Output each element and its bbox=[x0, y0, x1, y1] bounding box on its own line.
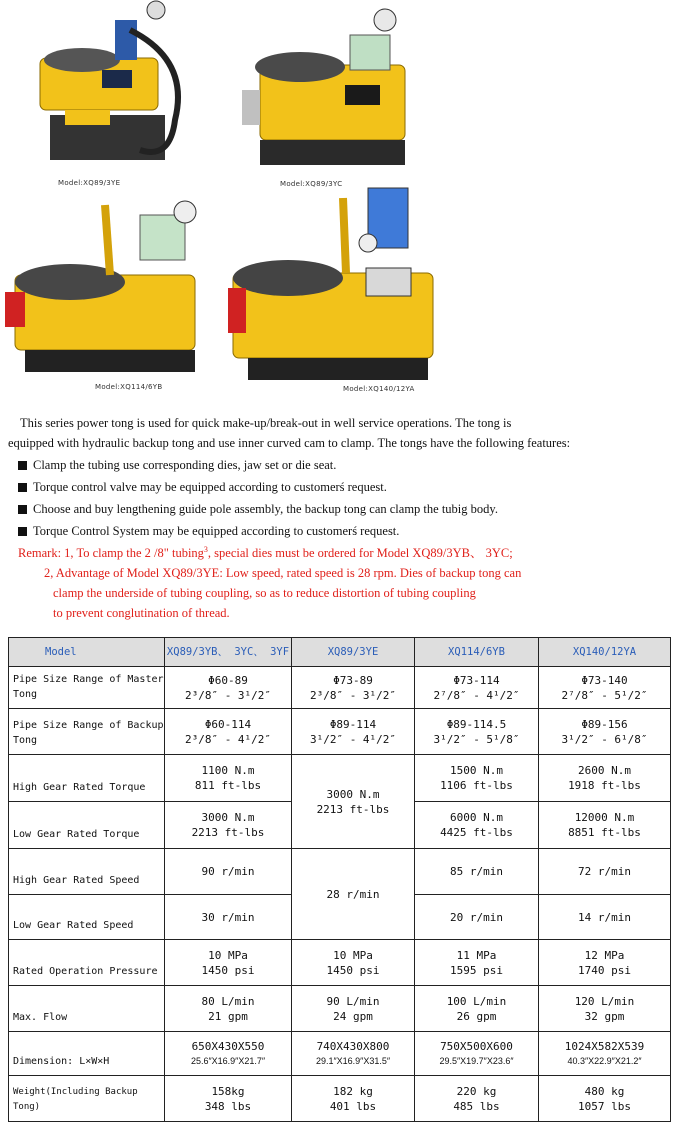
table-row bbox=[9, 755, 671, 802]
feature-item: Torque Control System may be equipped according to customerś request. bbox=[18, 520, 498, 542]
table-header-row bbox=[9, 638, 671, 667]
table-cell: Φ73-89 2³/8″ - 3¹/2″ bbox=[292, 667, 415, 709]
table-row bbox=[9, 1032, 671, 1076]
intro-line-2: equipped with hydraulic backup tong and use inner curved cam to clamp. The tongs have the following features: bbox=[8, 436, 571, 450]
table-cell: 650X430X550 25.6″X16.9″X21.7″ bbox=[165, 1032, 292, 1076]
table-cell: 10 MPa 1450 psi bbox=[292, 940, 415, 986]
table-cell: 90 r/min bbox=[165, 849, 292, 895]
table-cell: 12 MPa 1740 psi bbox=[539, 940, 671, 986]
table-row bbox=[9, 709, 671, 755]
tong-photo-xq114-6yb bbox=[5, 200, 205, 380]
feature-list bbox=[18, 454, 498, 542]
row-label: Low Gear Rated Torque bbox=[9, 802, 165, 849]
table-cell: 30 r/min bbox=[165, 895, 292, 940]
row-label: Pipe Size Range of Backup Tong bbox=[9, 709, 165, 755]
table-cell-merged: 3000 N.m 2213 ft-lbs bbox=[292, 755, 415, 849]
feature-item: Clamp the tubing use corresponding dies, jaw set or die seat. bbox=[18, 454, 498, 476]
caption-xq140-12ya: Model:XQ140/12YA bbox=[343, 385, 415, 393]
row-label: Dimension: L×W×H bbox=[9, 1032, 165, 1076]
row-label: Weight(Including Backup Tong) bbox=[9, 1076, 165, 1122]
caption-xq89-3ye: Model:XQ89/3YE bbox=[58, 179, 121, 187]
table-cell: 480 kg 1057 lbs bbox=[539, 1076, 671, 1122]
table-cell: Φ89-114.5 3¹/2″ - 5¹/8″ bbox=[415, 709, 539, 755]
caption-xq114-6yb: Model:XQ114/6YB bbox=[95, 383, 163, 391]
table-cell: 158kg 348 lbs bbox=[165, 1076, 292, 1122]
square-bullet-icon bbox=[18, 461, 27, 470]
tong-photo-xq140-12ya bbox=[228, 183, 448, 383]
remark-line-2: 2, Advantage of Model XQ89/3YE: Low speed, rated speed is 28 rpm. Dies of backup tong can bbox=[44, 566, 522, 580]
table-cell: 182 kg 401 lbs bbox=[292, 1076, 415, 1122]
table-cell: Φ89-156 3¹/2″ - 6¹/8″ bbox=[539, 709, 671, 755]
table-cell: 1500 N.m 1106 ft-lbs bbox=[415, 755, 539, 802]
table-cell: Φ73-114 2⁷/8″ - 4¹/2″ bbox=[415, 667, 539, 709]
row-label: Max. Flow bbox=[9, 986, 165, 1032]
row-label: High Gear Rated Speed bbox=[9, 849, 165, 895]
table-cell: 1024X582X539 40.3″X22.9″X21.2″ bbox=[539, 1032, 671, 1076]
table-row bbox=[9, 849, 671, 895]
table-cell-merged: 28 r/min bbox=[292, 849, 415, 940]
row-label: Pipe Size Range of Master Tong bbox=[9, 667, 165, 709]
table-cell: 100 L/min 26 gpm bbox=[415, 986, 539, 1032]
remark-line-4: to prevent conglutination of thread. bbox=[53, 606, 230, 620]
square-bullet-icon bbox=[18, 505, 27, 514]
tong-photo-xq89-3yc bbox=[240, 5, 420, 175]
header-xq114-6yb: XQ114/6YB bbox=[415, 638, 539, 667]
table-row bbox=[9, 986, 671, 1032]
table-cell: 6000 N.m 4425 ft-lbs bbox=[415, 802, 539, 849]
table-cell: 10 MPa 1450 psi bbox=[165, 940, 292, 986]
table-cell: 750X500X600 29.5″X19.7″X23.6″ bbox=[415, 1032, 539, 1076]
feature-item: Torque control valve may be equipped according to customerś request. bbox=[18, 476, 498, 498]
table-cell: 72 r/min bbox=[539, 849, 671, 895]
table-cell: 90 L/min 24 gpm bbox=[292, 986, 415, 1032]
spec-table bbox=[8, 637, 671, 1122]
table-cell: 2600 N.m 1918 ft-lbs bbox=[539, 755, 671, 802]
table-cell: 120 L/min 32 gpm bbox=[539, 986, 671, 1032]
table-cell: 11 MPa 1595 psi bbox=[415, 940, 539, 986]
table-cell: 12000 N.m 8851 ft-lbs bbox=[539, 802, 671, 849]
tong-photo-xq89-3ye bbox=[20, 0, 195, 175]
table-row bbox=[9, 1076, 671, 1122]
remark-line-1: Remark: 1, To clamp the 2 /8" tubing$^3$, special dies must be ordered for Model XQ89/3YB、 3YC; bbox=[18, 544, 513, 560]
table-cell: 85 r/min bbox=[415, 849, 539, 895]
table-cell: 3000 N.m 2213 ft-lbs bbox=[165, 802, 292, 849]
row-label: High Gear Rated Torque bbox=[9, 755, 165, 802]
table-cell: Φ60-89 2³/8″ - 3¹/2″ bbox=[165, 667, 292, 709]
intro-line-1: This series power tong is used for quick make-up/break-out in well service operations. The tong is bbox=[20, 416, 512, 430]
caption-xq89-3yc: Model:XQ89/3YC bbox=[280, 180, 343, 188]
table-cell: Φ89-114 3¹/2″ - 4¹/2″ bbox=[292, 709, 415, 755]
table-cell: 14 r/min bbox=[539, 895, 671, 940]
feature-item: Choose and buy lengthening guide pole assembly, the backup tong can clamp the tubig body. bbox=[18, 498, 498, 520]
table-cell: Φ60-114 2³/8″ - 4¹/2″ bbox=[165, 709, 292, 755]
table-cell: 740X430X800 29.1″X16.9″X31.5″ bbox=[292, 1032, 415, 1076]
row-label: Low Gear Rated Speed bbox=[9, 895, 165, 940]
table-row bbox=[9, 667, 671, 709]
header-xq89-3ye: XQ89/3YE bbox=[292, 638, 415, 667]
row-label: Rated Operation Pressure bbox=[9, 940, 165, 986]
table-cell: 220 kg 485 lbs bbox=[415, 1076, 539, 1122]
table-row bbox=[9, 940, 671, 986]
header-model: Model bbox=[9, 638, 165, 667]
header-xq140-12ya: XQ140/12YA bbox=[539, 638, 671, 667]
square-bullet-icon bbox=[18, 527, 27, 536]
square-bullet-icon bbox=[18, 483, 27, 492]
intro-paragraph bbox=[8, 413, 672, 453]
table-cell: 80 L/min 21 gpm bbox=[165, 986, 292, 1032]
table-cell: 1100 N.m 811 ft-lbs bbox=[165, 755, 292, 802]
table-cell: 20 r/min bbox=[415, 895, 539, 940]
table-cell: Φ73-140 2⁷/8″ - 5¹/2″ bbox=[539, 667, 671, 709]
remark-line-3: clamp the underside of tubing coupling, so as to reduce distortion of tubing coupling bbox=[53, 586, 476, 600]
header-xq89-3yb: XQ89/3YB、 3YC、 3YF bbox=[165, 638, 292, 667]
